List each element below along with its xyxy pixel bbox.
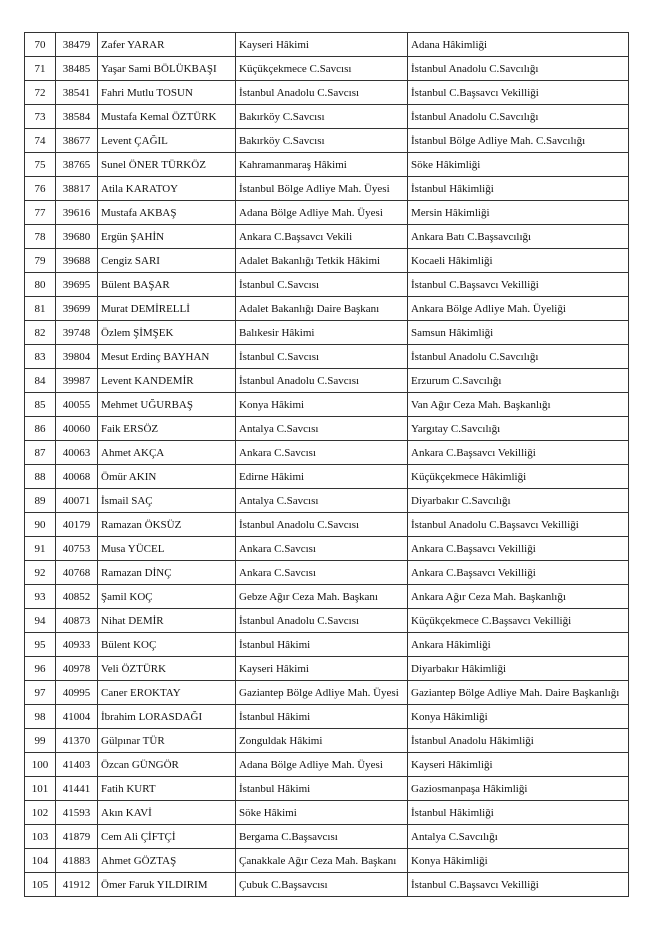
new-position-cell: Ankara C.Başsavcı Vekilliği [408,561,629,585]
row-number-cell: 70 [25,33,56,57]
current-position-cell: İstanbul Anadolu C.Savcısı [236,609,408,633]
new-position-cell: Konya Hâkimliği [408,849,629,873]
current-position-cell: Adana Bölge Adliye Mah. Üyesi [236,753,408,777]
row-number-cell: 84 [25,369,56,393]
table-row [25,681,629,705]
row-number-cell: 82 [25,321,56,345]
registry-number-cell: 41883 [56,849,98,873]
person-name-cell: Musa YÜCEL [98,537,236,561]
current-position-cell: İstanbul Bölge Adliye Mah. Üyesi [236,177,408,201]
row-number-cell: 73 [25,105,56,129]
person-name-cell: Caner EROKTAY [98,681,236,705]
row-number-cell: 98 [25,705,56,729]
table-row [25,633,629,657]
person-name-cell: Özcan GÜNGÖR [98,753,236,777]
registry-number-cell: 40071 [56,489,98,513]
current-position-cell: Söke Hâkimi [236,801,408,825]
current-position-cell: Gaziantep Bölge Adliye Mah. Üyesi [236,681,408,705]
row-number-cell: 94 [25,609,56,633]
new-position-cell: Gaziantep Bölge Adliye Mah. Daire Başkanlığı [408,681,629,705]
registry-number-cell: 40933 [56,633,98,657]
row-number-cell: 76 [25,177,56,201]
table-row [25,873,629,897]
table-row [25,345,629,369]
person-name-cell: Ahmet GÖZTAŞ [98,849,236,873]
new-position-cell: Küçükçekmece Hâkimliği [408,465,629,489]
registry-number-cell: 38541 [56,81,98,105]
registry-number-cell: 40179 [56,513,98,537]
registry-number-cell: 39616 [56,201,98,225]
registry-number-cell: 39688 [56,249,98,273]
registry-number-cell: 39699 [56,297,98,321]
row-number-cell: 91 [25,537,56,561]
row-number-cell: 79 [25,249,56,273]
registry-number-cell: 41441 [56,777,98,801]
registry-number-cell: 41912 [56,873,98,897]
registry-number-cell: 40753 [56,537,98,561]
row-number-cell: 71 [25,57,56,81]
person-name-cell: Levent ÇAĞIL [98,129,236,153]
table-row [25,537,629,561]
new-position-cell: İstanbul Anadolu C.Savcılığı [408,105,629,129]
new-position-cell: Ankara C.Başsavcı Vekilliği [408,441,629,465]
table-row [25,129,629,153]
table-row [25,393,629,417]
current-position-cell: Bakırköy C.Savcısı [236,129,408,153]
table-row [25,801,629,825]
person-name-cell: Ömer Faruk YILDIRIM [98,873,236,897]
table-row [25,105,629,129]
registry-number-cell: 41879 [56,825,98,849]
current-position-cell: İstanbul C.Savcısı [236,273,408,297]
current-position-cell: İstanbul Anadolu C.Savcısı [236,81,408,105]
current-position-cell: İstanbul C.Savcısı [236,345,408,369]
table-row [25,489,629,513]
row-number-cell: 103 [25,825,56,849]
person-name-cell: İbrahim LORASDAĞI [98,705,236,729]
table-row [25,57,629,81]
registry-number-cell: 39804 [56,345,98,369]
current-position-cell: Küçükçekmece C.Savcısı [236,57,408,81]
new-position-cell: İstanbul Anadolu C.Savcılığı [408,57,629,81]
new-position-cell: İstanbul Hâkimliği [408,177,629,201]
new-position-cell: İstanbul Anadolu Hâkimliği [408,729,629,753]
table-row [25,849,629,873]
row-number-cell: 96 [25,657,56,681]
row-number-cell: 100 [25,753,56,777]
person-name-cell: Akın KAVİ [98,801,236,825]
table-row [25,609,629,633]
current-position-cell: Bakırköy C.Savcısı [236,105,408,129]
row-number-cell: 105 [25,873,56,897]
registry-number-cell: 41403 [56,753,98,777]
current-position-cell: Kayseri Hâkimi [236,33,408,57]
person-name-cell: Fatih KURT [98,777,236,801]
row-number-cell: 99 [25,729,56,753]
new-position-cell: Ankara C.Başsavcı Vekilliği [408,537,629,561]
new-position-cell: Söke Hâkimliği [408,153,629,177]
new-position-cell: Yargıtay C.Savcılığı [408,417,629,441]
registry-number-cell: 41004 [56,705,98,729]
person-name-cell: Ahmet AKÇA [98,441,236,465]
registry-number-cell: 38817 [56,177,98,201]
person-name-cell: Levent KANDEMİR [98,369,236,393]
new-position-cell: Kayseri Hâkimliği [408,753,629,777]
person-name-cell: Ramazan ÖKSÜZ [98,513,236,537]
person-name-cell: Faik ERSÖZ [98,417,236,441]
table-row [25,297,629,321]
current-position-cell: Bergama C.Başsavcısı [236,825,408,849]
person-name-cell: Mesut Erdinç BAYHAN [98,345,236,369]
row-number-cell: 97 [25,681,56,705]
table-row [25,777,629,801]
registry-number-cell: 40978 [56,657,98,681]
current-position-cell: İstanbul Hâkimi [236,777,408,801]
person-name-cell: Şamil KOÇ [98,585,236,609]
person-name-cell: İsmail SAÇ [98,489,236,513]
row-number-cell: 87 [25,441,56,465]
table-row [25,33,629,57]
current-position-cell: Çanakkale Ağır Ceza Mah. Başkanı [236,849,408,873]
registry-number-cell: 40063 [56,441,98,465]
table-row [25,369,629,393]
person-name-cell: Veli ÖZTÜRK [98,657,236,681]
current-position-cell: Kayseri Hâkimi [236,657,408,681]
registry-number-cell: 40995 [56,681,98,705]
row-number-cell: 72 [25,81,56,105]
current-position-cell: Çubuk C.Başsavcısı [236,873,408,897]
table-row [25,225,629,249]
person-name-cell: Ergün ŞAHİN [98,225,236,249]
registry-number-cell: 39680 [56,225,98,249]
current-position-cell: İstanbul Anadolu C.Savcısı [236,513,408,537]
person-name-cell: Mustafa Kemal ÖZTÜRK [98,105,236,129]
table-row [25,441,629,465]
current-position-cell: Adalet Bakanlığı Daire Başkanı [236,297,408,321]
row-number-cell: 80 [25,273,56,297]
current-position-cell: Ankara C.Savcısı [236,537,408,561]
table-row [25,561,629,585]
table-row [25,753,629,777]
current-position-cell: Adalet Bakanlığı Tetkik Hâkimi [236,249,408,273]
person-name-cell: Mustafa AKBAŞ [98,201,236,225]
registry-number-cell: 40055 [56,393,98,417]
new-position-cell: Ankara Hâkimliği [408,633,629,657]
current-position-cell: İstanbul Anadolu C.Savcısı [236,369,408,393]
row-number-cell: 93 [25,585,56,609]
new-position-cell: Küçükçekmece C.Başsavcı Vekilliği [408,609,629,633]
person-name-cell: Bülent BAŞAR [98,273,236,297]
table-body [25,33,629,897]
person-name-cell: Murat DEMİRELLİ [98,297,236,321]
table-row [25,657,629,681]
new-position-cell: Ankara Batı C.Başsavcılığı [408,225,629,249]
current-position-cell: Kahramanmaraş Hâkimi [236,153,408,177]
row-number-cell: 88 [25,465,56,489]
person-name-cell: Cem Ali ÇİFTÇİ [98,825,236,849]
new-position-cell: Adana Hâkimliği [408,33,629,57]
table-row [25,729,629,753]
registry-number-cell: 38677 [56,129,98,153]
table-row [25,585,629,609]
new-position-cell: Kocaeli Hâkimliği [408,249,629,273]
new-position-cell: İstanbul C.Başsavcı Vekilliği [408,81,629,105]
row-number-cell: 89 [25,489,56,513]
current-position-cell: Antalya C.Savcısı [236,417,408,441]
person-name-cell: Özlem ŞİMŞEK [98,321,236,345]
current-position-cell: İstanbul Hâkimi [236,633,408,657]
registry-number-cell: 39748 [56,321,98,345]
new-position-cell: Ankara Ağır Ceza Mah. Başkanlığı [408,585,629,609]
new-position-cell: Gaziosmanpaşa Hâkimliği [408,777,629,801]
current-position-cell: Balıkesir Hâkimi [236,321,408,345]
table-row [25,273,629,297]
new-position-cell: İstanbul Anadolu C.Savcılığı [408,345,629,369]
new-position-cell: İstanbul C.Başsavcı Vekilliği [408,873,629,897]
current-position-cell: Adana Bölge Adliye Mah. Üyesi [236,201,408,225]
person-name-cell: Gülpınar TÜR [98,729,236,753]
new-position-cell: İstanbul Hâkimliği [408,801,629,825]
row-number-cell: 77 [25,201,56,225]
registry-number-cell: 41593 [56,801,98,825]
row-number-cell: 86 [25,417,56,441]
table-row [25,177,629,201]
registry-number-cell: 40873 [56,609,98,633]
row-number-cell: 101 [25,777,56,801]
person-name-cell: Zafer YARAR [98,33,236,57]
current-position-cell: Zonguldak Hâkimi [236,729,408,753]
table-row [25,825,629,849]
new-position-cell: Samsun Hâkimliği [408,321,629,345]
row-number-cell: 102 [25,801,56,825]
person-name-cell: Atila KARATOY [98,177,236,201]
registry-number-cell: 40768 [56,561,98,585]
person-name-cell: Cengiz SARI [98,249,236,273]
current-position-cell: Ankara C.Savcısı [236,441,408,465]
registry-number-cell: 40852 [56,585,98,609]
current-position-cell: İstanbul Hâkimi [236,705,408,729]
row-number-cell: 104 [25,849,56,873]
registry-number-cell: 40068 [56,465,98,489]
table-row [25,249,629,273]
current-position-cell: Ankara C.Savcısı [236,561,408,585]
person-name-cell: Yaşar Sami BÖLÜKBAŞI [98,57,236,81]
table-row [25,705,629,729]
registry-number-cell: 39695 [56,273,98,297]
person-name-cell: Ömür AKIN [98,465,236,489]
appointments-table [24,32,629,897]
registry-number-cell: 39987 [56,369,98,393]
person-name-cell: Fahri Mutlu TOSUN [98,81,236,105]
person-name-cell: Mehmet UĞURBAŞ [98,393,236,417]
new-position-cell: Van Ağır Ceza Mah. Başkanlığı [408,393,629,417]
person-name-cell: Ramazan DİNÇ [98,561,236,585]
current-position-cell: Antalya C.Savcısı [236,489,408,513]
person-name-cell: Nihat DEMİR [98,609,236,633]
row-number-cell: 83 [25,345,56,369]
table-row [25,465,629,489]
new-position-cell: İstanbul Bölge Adliye Mah. C.Savcılığı [408,129,629,153]
registry-number-cell: 38479 [56,33,98,57]
registry-number-cell: 38485 [56,57,98,81]
person-name-cell: Sunel ÖNER TÜRKÖZ [98,153,236,177]
row-number-cell: 75 [25,153,56,177]
table-row [25,153,629,177]
table-row [25,201,629,225]
row-number-cell: 74 [25,129,56,153]
new-position-cell: Konya Hâkimliği [408,705,629,729]
current-position-cell: Konya Hâkimi [236,393,408,417]
new-position-cell: Diyarbakır C.Savcılığı [408,489,629,513]
new-position-cell: Mersin Hâkimliği [408,201,629,225]
current-position-cell: Edirne Hâkimi [236,465,408,489]
registry-number-cell: 38765 [56,153,98,177]
new-position-cell: Ankara Bölge Adliye Mah. Üyeliği [408,297,629,321]
row-number-cell: 95 [25,633,56,657]
new-position-cell: Antalya C.Savcılığı [408,825,629,849]
registry-number-cell: 41370 [56,729,98,753]
table-row [25,321,629,345]
current-position-cell: Gebze Ağır Ceza Mah. Başkanı [236,585,408,609]
table-row [25,513,629,537]
new-position-cell: İstanbul Anadolu C.Başsavcı Vekilliği [408,513,629,537]
new-position-cell: İstanbul C.Başsavcı Vekilliği [408,273,629,297]
table-row [25,81,629,105]
row-number-cell: 81 [25,297,56,321]
row-number-cell: 85 [25,393,56,417]
registry-number-cell: 40060 [56,417,98,441]
registry-number-cell: 38584 [56,105,98,129]
table-row [25,417,629,441]
person-name-cell: Bülent KOÇ [98,633,236,657]
row-number-cell: 92 [25,561,56,585]
new-position-cell: Diyarbakır Hâkimliği [408,657,629,681]
row-number-cell: 78 [25,225,56,249]
current-position-cell: Ankara C.Başsavcı Vekili [236,225,408,249]
new-position-cell: Erzurum C.Savcılığı [408,369,629,393]
row-number-cell: 90 [25,513,56,537]
